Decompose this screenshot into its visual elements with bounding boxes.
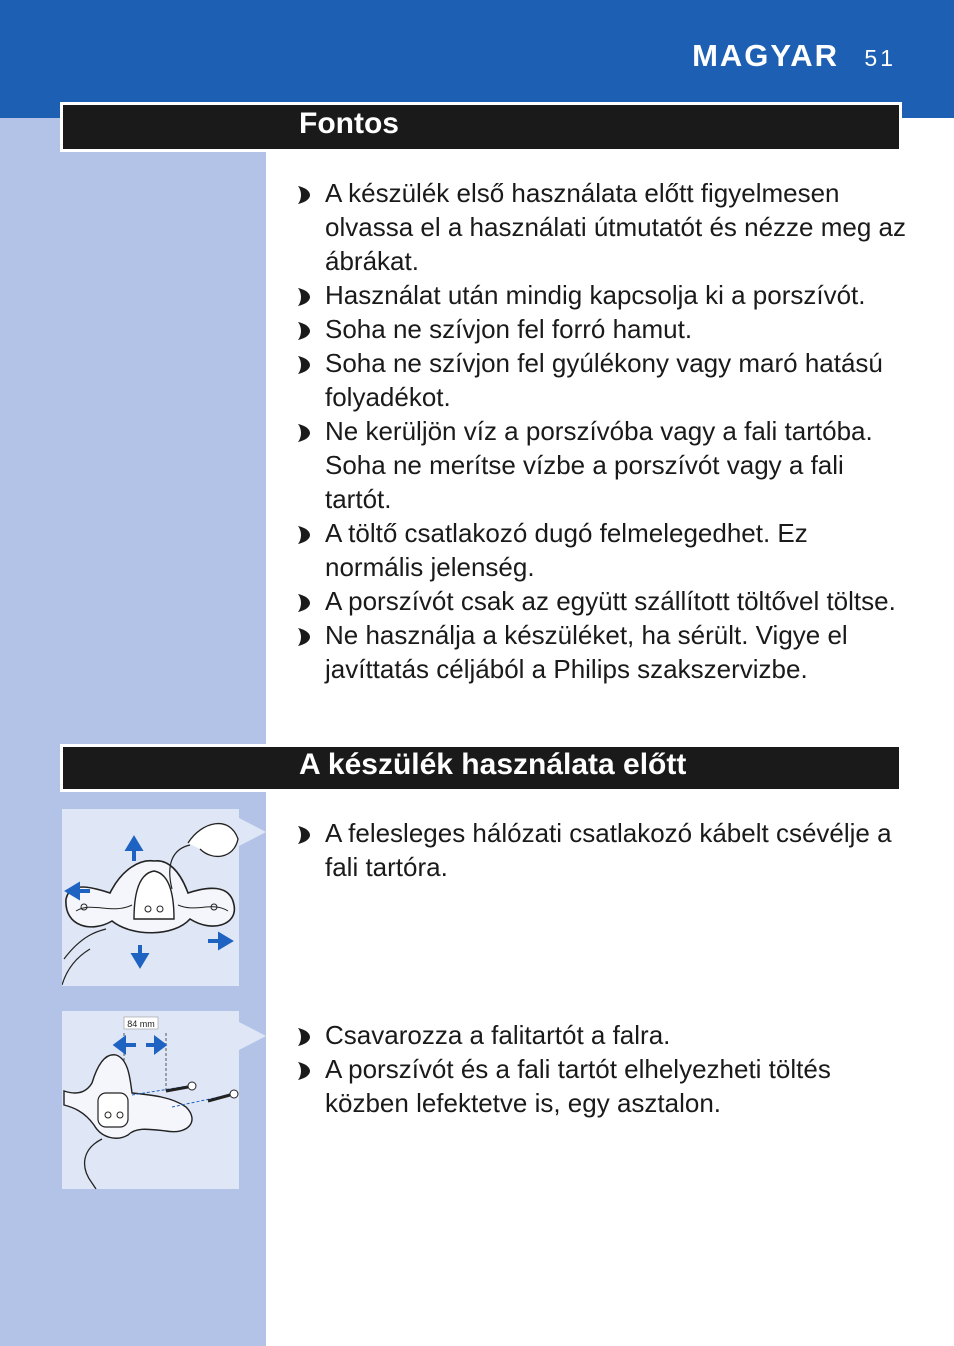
figure-pointer — [239, 1022, 266, 1050]
cable-winding-illustration — [62, 809, 239, 986]
bullet-icon — [298, 628, 310, 646]
before-use-step-1 — [298, 816, 908, 884]
bullet-icon — [298, 356, 310, 374]
bullet-icon — [298, 526, 310, 544]
list-item: A töltő csatlakozó dugó felmelegedhet. Ez normális jelenség. — [298, 516, 908, 584]
bullet-icon — [298, 826, 310, 844]
section-title: Fontos — [299, 107, 399, 140]
bullet-icon — [298, 186, 310, 204]
list-item: A felesleges hálózati csatlakozó kábelt csévélje a fali tartóra. — [298, 816, 908, 884]
list-item: Soha ne szívjon fel gyúlékony vagy maró hatású folyadékot. — [298, 346, 908, 414]
bullet-icon — [298, 424, 310, 442]
language-label: MAGYAR — [692, 38, 839, 73]
section-header-before-use — [62, 746, 900, 790]
list-item: Ne kerüljön víz a porszívóba vagy a fali tartóba. Soha ne merítse vízbe a porszívót vagy a fali tartót. — [298, 414, 908, 516]
figure-pointer — [239, 818, 266, 846]
bullet-icon — [298, 594, 310, 612]
bullet-icon — [298, 1062, 310, 1080]
list-item: Ne használja a készüléket, ha sérült. Vigye el javíttatás céljából a Philips szakszervizbe. — [298, 618, 908, 686]
wall-mounting-illustration — [62, 1011, 239, 1189]
bullet-icon — [298, 288, 310, 306]
section-header-important — [62, 104, 900, 150]
list-item: A porszívót és a fali tartót elhelyezheti töltés közben lefektetve is, egy asztalon. — [298, 1052, 908, 1120]
bullet-icon — [298, 322, 310, 340]
important-list — [298, 176, 908, 686]
mounting-drawing — [62, 1011, 239, 1189]
list-item: A készülék első használata előtt figyelmesen olvassa el a használati útmutatót és nézze meg az ábrákat. — [298, 176, 908, 278]
page-number: 51 — [864, 45, 896, 71]
wall-holder-drawing — [62, 809, 239, 986]
bullet-icon — [298, 1028, 310, 1046]
dimension-label: 84 mm — [127, 1019, 155, 1029]
list-item: Soha ne szívjon fel forró hamut. — [298, 312, 908, 346]
section-title: A készülék használata előtt — [299, 748, 687, 781]
before-use-step-2 — [298, 1018, 908, 1120]
list-item: Csavarozza a falitartót a falra. — [298, 1018, 908, 1052]
list-item: A porszívót csak az együtt szállított töltővel töltse. — [298, 584, 908, 618]
list-item: Használat után mindig kapcsolja ki a porszívót. — [298, 278, 908, 312]
